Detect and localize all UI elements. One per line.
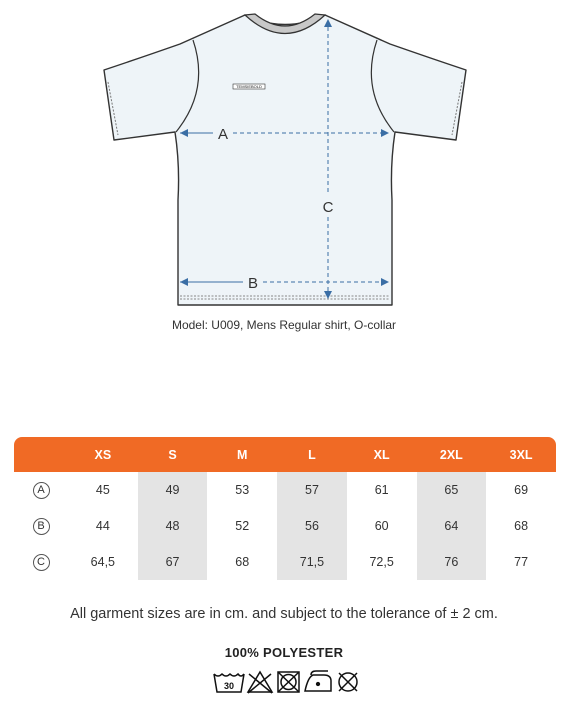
tolerance-note: All garment sizes are in cm. and subject to the tolerance of ± 2 cm. [70,606,498,622]
table-cell: 52 [235,519,250,533]
table-cell: 67 [138,544,208,580]
size-table [14,437,556,580]
header-size-m: M [207,437,277,472]
table-cell: 48 [138,508,208,544]
table-cell: 68 [235,555,250,569]
table-cell: 71,5 [277,544,347,580]
header-size-3xl: 3XL [486,437,556,472]
row-label-c: C [33,554,50,571]
table-row [14,544,556,580]
table-cell: 76 [417,544,487,580]
model-caption: Model: U009, Mens Regular shirt, O-collar [171,318,397,332]
table-cell: 65 [417,472,487,508]
table-cell: 64,5 [90,555,116,569]
table-cell: 49 [138,472,208,508]
row-label-a: A [33,482,50,499]
table-cell: 57 [277,472,347,508]
iron-low-icon [305,671,331,691]
size-header-row [14,437,556,472]
header-size-xs: XS [68,437,138,472]
do-not-tumble-dry-icon [278,672,299,692]
do-not-dry-clean-icon [339,673,357,691]
measure-label-a: A [217,126,229,143]
row-label-b: B [33,518,50,535]
table-cell: 61 [374,483,389,497]
do-not-bleach-icon [248,672,272,693]
header-size-s: S [138,437,208,472]
table-cell: 69 [514,483,529,497]
table-row [14,472,556,508]
table-row [14,508,556,544]
material-label: 100% POLYESTER [224,645,344,660]
shirt-outline [104,15,466,305]
wash-temperature: 30 [223,681,235,691]
measure-label-b: B [247,275,259,292]
table-cell: 77 [514,555,529,569]
header-size-2xl: 2XL [417,437,487,472]
table-cell: 64 [417,508,487,544]
table-cell: 60 [374,519,389,533]
care-symbols [212,669,382,695]
header-size-l: L [277,437,347,472]
table-cell: 56 [277,508,347,544]
table-cell: 45 [95,483,110,497]
brand-logo-text: TEMSIEBOLD [236,84,262,89]
table-cell: 72,5 [369,555,394,569]
shirt-diagram [0,0,568,320]
table-cell: 53 [235,483,250,497]
header-corner [14,437,68,472]
header-size-xl: XL [347,437,417,472]
table-cell: 44 [95,519,110,533]
table-cell: 68 [514,519,529,533]
measure-label-c: C [322,199,334,216]
